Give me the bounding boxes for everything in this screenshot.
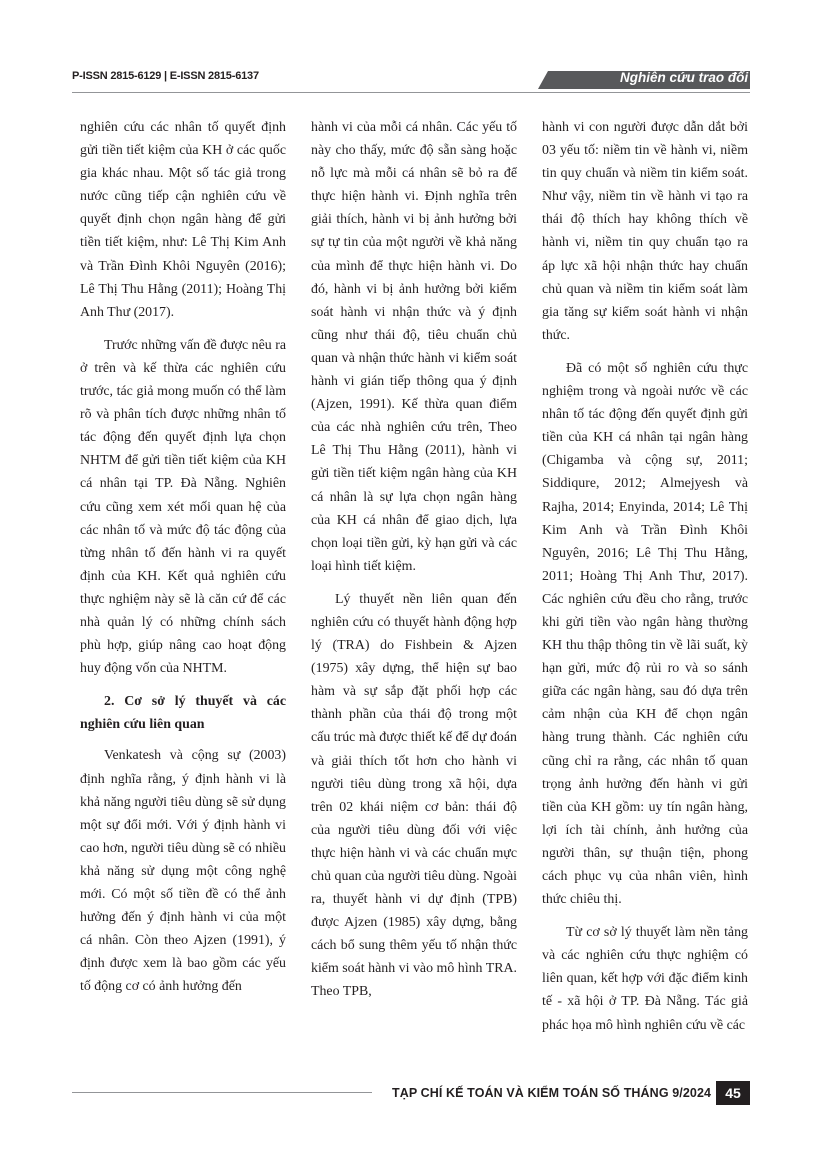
paragraph: hành vi con người được dẫn dắt bởi 03 yếu tố: niềm tin về hành vi, niềm tin quy chuẩn và niềm tin kiểm soát. Như vậy, niềm tin về hành vi tạo ra thái độ thích hay không thích về hành vi, niềm tin quy chuẩn tạo ra áp lực xã hội nhận thức hay chuẩn chủ quan và niềm tin kiểm soát làm gia tăng sự kiểm soát hành vi nhận thức. bbox=[542, 120, 748, 343]
paragraph: Từ cơ sở lý thuyết làm nền tảng và các nghiên cứu thực nghiệm có liên quan, kết hợp với đặc điểm kinh tế - xã hội ở TP. Đà Nẵng. Tác giả phác họa mô hình nghiên cứu về các bbox=[542, 925, 748, 1033]
text-column-3 bbox=[542, 116, 748, 1047]
journal-title: TẠP CHÍ KẾ TOÁN VÀ KIỂM TOÁN SỐ THÁNG 9/2024 bbox=[392, 1086, 712, 1100]
section-title: Nghiên cứu trao đổi bbox=[620, 70, 749, 85]
section-heading: 2. Cơ sở lý thuyết và các nghiên cứu liên quan bbox=[80, 694, 286, 733]
paragraph: Lý thuyết nền liên quan đến nghiên cứu có thuyết hành động hợp lý (TRA) do Fishbein & Ajzen (1975) xây dựng, thể hiện sự bao hàm và sự sắp đặt phối hợp các thành phần của thái độ trong một cấu trúc mà được thiết kế để dự đoán và giải thích tốt hơn cho hành vi người tiêu dùng trong xã hội, dựa trên 02 khái niệm cơ bản: thái độ của người tiêu dùng đối với việc thực hiện hành vi và các chuẩn mực chủ quan của người tiêu dùng. Ngoài ra, thuyết hành vi dự định (TPB) được Ajzen (1985) xây dựng, bằng cách bổ sung thêm yếu tố nhận thức kiểm soát hành vi vào mô hình TRA. Theo TPB, bbox=[311, 591, 517, 1000]
page-number: 45 bbox=[716, 1081, 750, 1105]
text-column-1 bbox=[80, 116, 286, 1008]
paragraph: nghiên cứu các nhân tố quyết định gửi tiền tiết kiệm của KH ở các quốc gia khác nhau. Một số tác giả trong nước cũng tiếp cận nghiên cứu về quyết định chọn ngân hàng để gửi tiền tiết kiệm, như: Lê Thị Kim Anh và Trần Đình Khôi Nguyên (2016); Lê Thị Thu Hằng (2011); Hoàng Thị Anh Thư (2017). bbox=[80, 120, 286, 320]
header-divider bbox=[72, 92, 750, 93]
paragraph: Venkatesh và cộng sự (2003) định nghĩa rằng, ý định hành vi là khả năng người tiêu dùng sẽ sử dụng một sự đổi mới. Với ý định hành vi cao hơn, người tiêu dùng sẽ có nhiều khả năng sử dụng một công nghệ mới. Có một số tiền đề có thể ảnh hưởng đến ý định hành vi của một cá nhân. Còn theo Ajzen (1991), ý định được xem là bao gồm các yếu tố động cơ có ảnh hưởng đến bbox=[80, 748, 286, 995]
footer-divider bbox=[72, 1092, 372, 1093]
paragraph: Đã có một số nghiên cứu thực nghiệm trong và ngoài nước về các nhân tố tác động đến quyết định gửi tiền của KH cá nhân tại ngân hàng (Chigamba và cộng sự, 2011; Siddiqure, 2012; Almejyesh và Rajha, 2014; Enyinda, 2014; Lê Thị Kim Anh và Trần Đình Khôi Nguyên, 2016; Lê Thị Thu Hằng, 2011; Hoàng Thị Anh Thư, 2017). Các nghiên cứu đều cho rằng, trước khi gửi tiền vào ngân hàng thường KH thu thập thông tin về lãi suất, kỳ hạn gửi, mức độ rủi ro và so sánh giữa các ngân hàng, sau đó dựa trên cảm nhận của KH để chọn ngân hàng trung thành. Các nghiên cứu cũng chỉ ra rằng, các nhân tố quan trọng ảnh hưởng đến hành vi gửi tiền của KH gồm: uy tín ngân hàng, lợi ích tài chính, ảnh hưởng của người thân, sự thuận tiện, phong cách phục vụ của nhân viên, hình thức chiêu thị. bbox=[542, 360, 748, 908]
text-column-2 bbox=[311, 116, 517, 1014]
issn-label: P-ISSN 2815-6129 | E-ISSN 2815-6137 bbox=[72, 70, 259, 82]
paragraph: Trước những vấn đề được nêu ra ở trên và kế thừa các nghiên cứu trước, tác giả mong muốn có thể làm rõ và phân tích được những nhân tố tác động đến quyết định lựa chọn NHTM để gửi tiền tiết kiệm của KH cá nhân tại TP. Đà Nẵng. Nghiên cứu cũng xem xét mối quan hệ của các nhân tố và mức độ tác động của từng nhân tố đến hành vi ra quyết định của KH. Kết quả nghiên cứu thực nghiệm này sẽ là căn cứ để các nhà quản lý có những chính sách phù hợp, giúp nâng cao hoạt động huy động vốn của NHTM. bbox=[80, 337, 286, 677]
paragraph: hành vi của mỗi cá nhân. Các yếu tố này cho thấy, mức độ sẵn sàng hoặc nỗ lực mà mỗi cá nhân sẽ bỏ ra để thực hiện hành vi. Định nghĩa trên giải thích, hành vi bị ảnh hưởng bởi sự tự tin của một người về khả năng của mình để thực hiện hành vi. Do đó, hành vi bị ảnh hưởng bởi kiểm soát hành vi nhận thức và ý định cũng như thái độ, tiêu chuẩn chủ quan và nhận thức hành vi kiểm soát hành vi gián tiếp thông qua ý định (Ajzen, 1991). Kế thừa quan điểm của các nhà nghiên cứu trên, Theo Lê Thị Thu Hằng (2011), hành vi gửi tiền tiết kiệm ngân hàng của KH cá nhân là sự lựa chọn ngân hàng của KH cá nhân để giao dịch, lựa chọn loại tiền gửi, kỳ hạn gửi và các loại hình tiết kiệm. bbox=[311, 120, 517, 574]
